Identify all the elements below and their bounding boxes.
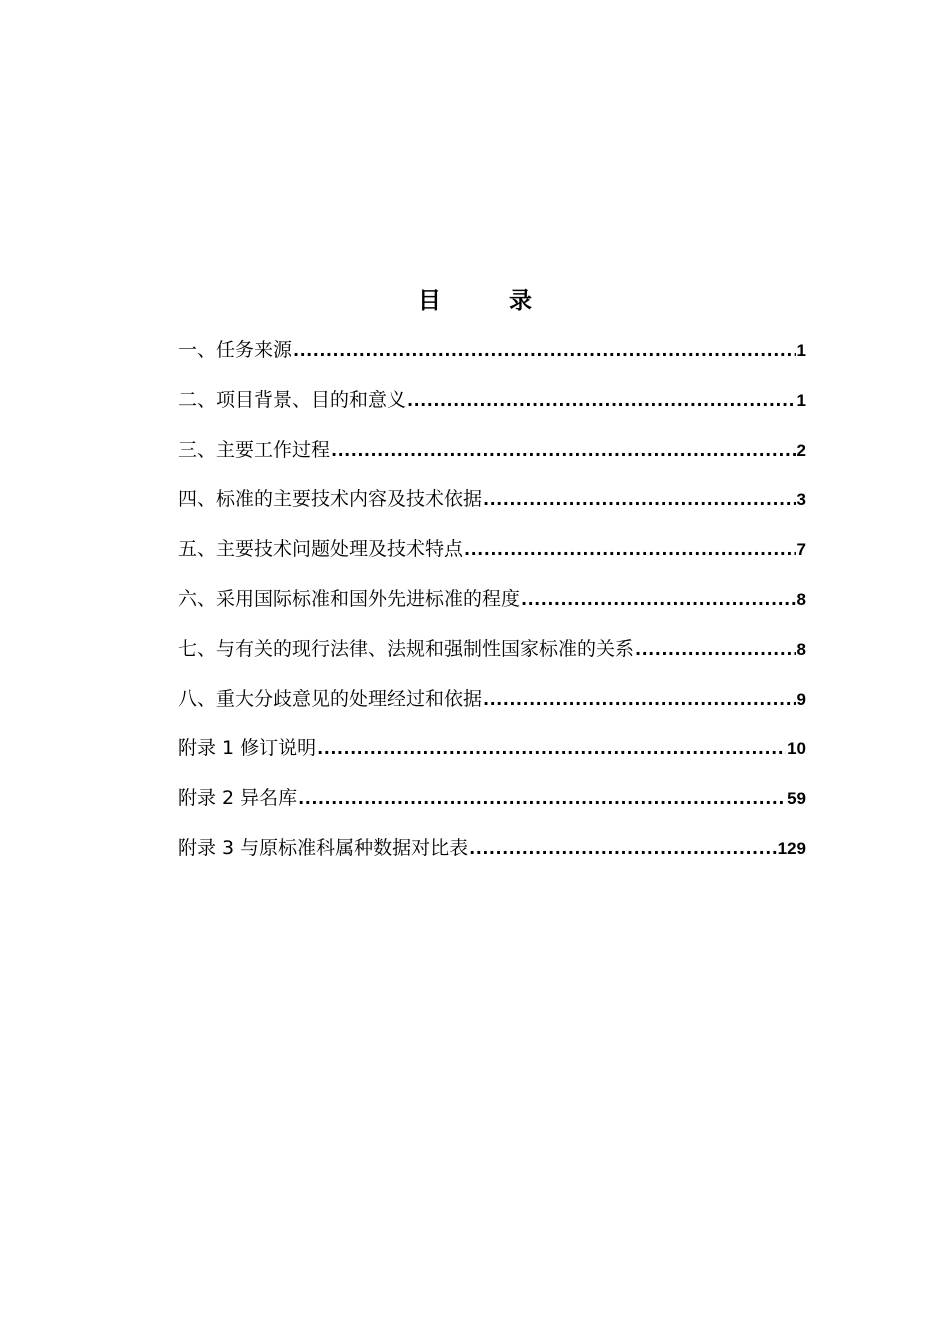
toc-entry-label: 八、重大分歧意见的处理经过和依据	[178, 687, 483, 710]
dot-leader	[293, 334, 796, 368]
toc-entry-page: 1	[796, 341, 806, 360]
dot-leader	[407, 384, 796, 418]
toc-entry-label: 六、采用国际标准和国外先进标准的程度	[178, 587, 521, 610]
toc-entry-page: 7	[796, 540, 806, 560]
toc-entry-page: 9	[796, 689, 806, 709]
dot-leader	[464, 533, 796, 567]
toc-entry-label: 附录 3 与原标准科属种数据对比表	[178, 836, 469, 859]
toc-entry-11[interactable]	[178, 831, 806, 881]
toc-entry-page: 8	[796, 639, 806, 659]
toc-entry-10[interactable]	[178, 781, 806, 831]
toc-entry-label: 附录 1 修订说明	[178, 737, 317, 760]
toc-entry-page: 1	[796, 390, 806, 410]
toc-entry-label: 一、任务来源	[178, 339, 293, 361]
dot-leader	[298, 782, 786, 816]
toc-entry-label: 二、项目背景、目的和意义	[178, 388, 407, 411]
dot-leader	[483, 683, 796, 717]
toc-entry-5[interactable]	[178, 532, 806, 582]
toc-entry-1[interactable]	[178, 333, 806, 383]
dot-leader	[469, 832, 776, 866]
toc-entry-label: 三、主要工作过程	[178, 438, 331, 461]
toc-entry-page: 129	[777, 838, 806, 858]
toc-entry-7[interactable]	[178, 632, 806, 682]
dot-leader	[317, 732, 786, 766]
table-of-contents	[178, 333, 806, 881]
toc-entry-page: 8	[796, 589, 806, 609]
toc-title: 目 录	[417, 288, 562, 314]
toc-entry-4[interactable]	[178, 482, 806, 532]
dot-leader	[521, 583, 796, 617]
toc-entry-9[interactable]	[178, 731, 806, 781]
toc-entry-label: 五、主要技术问题处理及技术特点	[178, 538, 464, 561]
toc-entry-label: 四、标准的主要技术内容及技术依据	[178, 488, 483, 511]
toc-entry-page: 10	[787, 739, 806, 759]
toc-entry-label: 七、与有关的现行法律、法规和强制性国家标准的关系	[178, 637, 635, 660]
toc-entry-page: 3	[796, 490, 806, 510]
toc-entry-3[interactable]	[178, 433, 806, 483]
toc-entry-page: 2	[796, 440, 806, 460]
toc-entry-page: 59	[787, 789, 806, 809]
toc-entry-8[interactable]	[178, 682, 806, 732]
toc-entry-6[interactable]	[178, 582, 806, 632]
toc-entry-2[interactable]	[178, 383, 806, 433]
dot-leader	[635, 633, 796, 667]
dot-leader	[483, 483, 796, 517]
dot-leader	[331, 434, 796, 468]
toc-entry-label: 附录 2 异名库	[178, 787, 298, 810]
